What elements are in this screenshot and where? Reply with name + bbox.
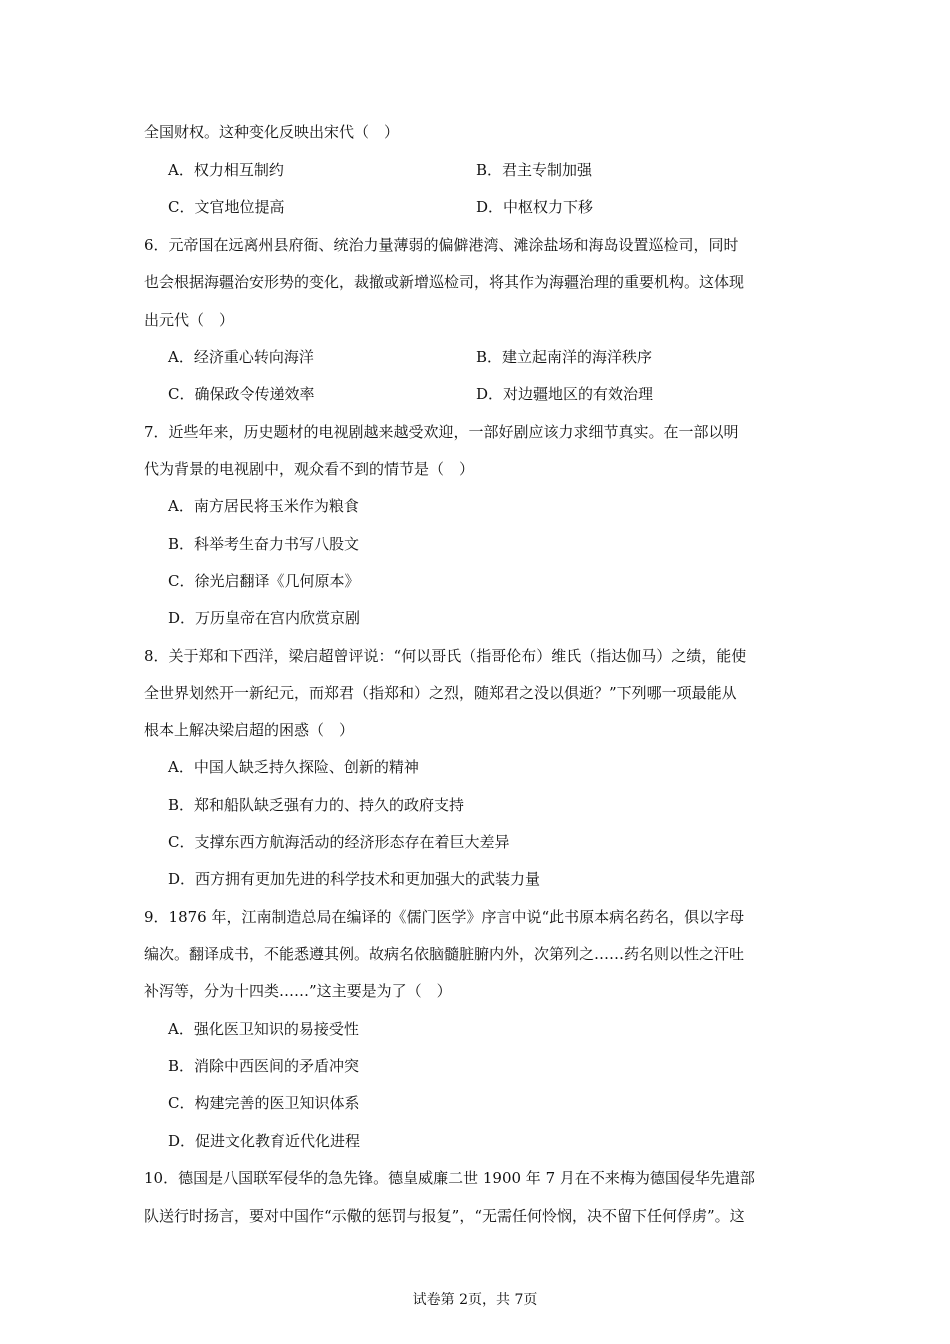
q6-option-c: C．确保政令传递效率: [168, 385, 315, 403]
q8-option-a: A．中国人缺乏持久探险、创新的精神: [168, 758, 419, 776]
q9-option-d: D．促进文化教育近代化进程: [168, 1132, 361, 1150]
q9-stem-line: 9．1876 年，江南制造总局在编译的《儒门医学》序言中说“此书原本病名药名，俱以字母: [144, 908, 745, 926]
q10-stem-line: 10．德国是八国联军侵华的急先锋。德皇威廉二世 1900 年 7 月在不来梅为德国侵华先遣部: [144, 1169, 755, 1187]
q9-option-b: B．消除中西医间的矛盾冲突: [168, 1057, 360, 1075]
q8-stem-line: 全世界划然开一新纪元，而郑君（指郑和）之烈，随郑君之没以俱逝？”下列哪一项最能从: [144, 684, 737, 702]
q8-option-c: C．支撑东西方航海活动的经济形态存在着巨大差异: [168, 833, 510, 851]
q7-option-c: C．徐光启翻译《几何原本》: [168, 572, 360, 590]
q6-stem-line: 也会根据海疆治安形势的变化，裁撤或新增巡检司，将其作为海疆治理的重要机构。这体现: [144, 273, 745, 291]
q5-option-a: A．权力相互制约: [168, 161, 284, 179]
q6-option-a: A．经济重心转向海洋: [168, 348, 314, 366]
q6-option-b: B．建立起南洋的海洋秩序: [476, 348, 653, 366]
q6-stem-line: 6．元帝国在远离州县府衙、统治力量薄弱的偏僻港湾、滩涂盐场和海岛设置巡检司，同时: [144, 236, 739, 254]
q8-stem-line: 根本上解决梁启超的困惑（ ）: [144, 721, 355, 739]
q9-option-a: A．强化医卫知识的易接受性: [168, 1020, 359, 1038]
q7-stem-line: 代为背景的电视剧中，观众看不到的情节是（ ）: [144, 460, 475, 478]
page-footer: 试卷第 2页，共 7页: [412, 1292, 538, 1308]
q9-stem-line: 补泻等，分为十四类……”这主要是为了（ ）: [144, 982, 452, 1000]
q9-stem-line: 编次。翻译成书，不能悉遵其例。故病名依脑髓脏腑内外，次第列之……药名则以性之汗吐: [144, 945, 745, 963]
q10-stem-line: 队送行时扬言，要对中国作“示儆的惩罚与报复”，“无需任何怜悯，决不留下任何俘虏”。这: [144, 1207, 745, 1225]
q7-stem-line: 7．近些年来，历史题材的电视剧越来越受欢迎，一部好剧应该力求细节真实。在一部以明: [144, 423, 739, 441]
q6-stem-line: 出元代（ ）: [144, 311, 235, 329]
q5-stem-line: 全国财权。这种变化反映出宋代（ ）: [144, 123, 400, 141]
q5-option-b: B．君主专制加强: [476, 161, 593, 179]
q8-stem-line: 8．关于郑和下西洋，梁启超曾评说：“何以哥氏（指哥伦布）维氏（指达伽马）之绩，能使: [144, 647, 747, 665]
q8-option-b: B．郑和船队缺乏强有力的、持久的政府支持: [168, 796, 465, 814]
q5-option-c: C．文官地位提高: [168, 198, 285, 216]
q7-option-a: A．南方居民将玉米作为粮食: [168, 497, 359, 515]
q9-option-c: C．构建完善的医卫知识体系: [168, 1094, 360, 1112]
q7-option-b: B．科举考生奋力书写八股文: [168, 535, 360, 553]
q5-option-d: D．中枢权力下移: [476, 198, 594, 216]
q6-option-d: D．对边疆地区的有效治理: [476, 385, 654, 403]
q7-option-d: D．万历皇帝在宫内欣赏京剧: [168, 609, 361, 627]
q8-option-d: D．西方拥有更加先进的科学技术和更加强大的武装力量: [168, 870, 541, 888]
